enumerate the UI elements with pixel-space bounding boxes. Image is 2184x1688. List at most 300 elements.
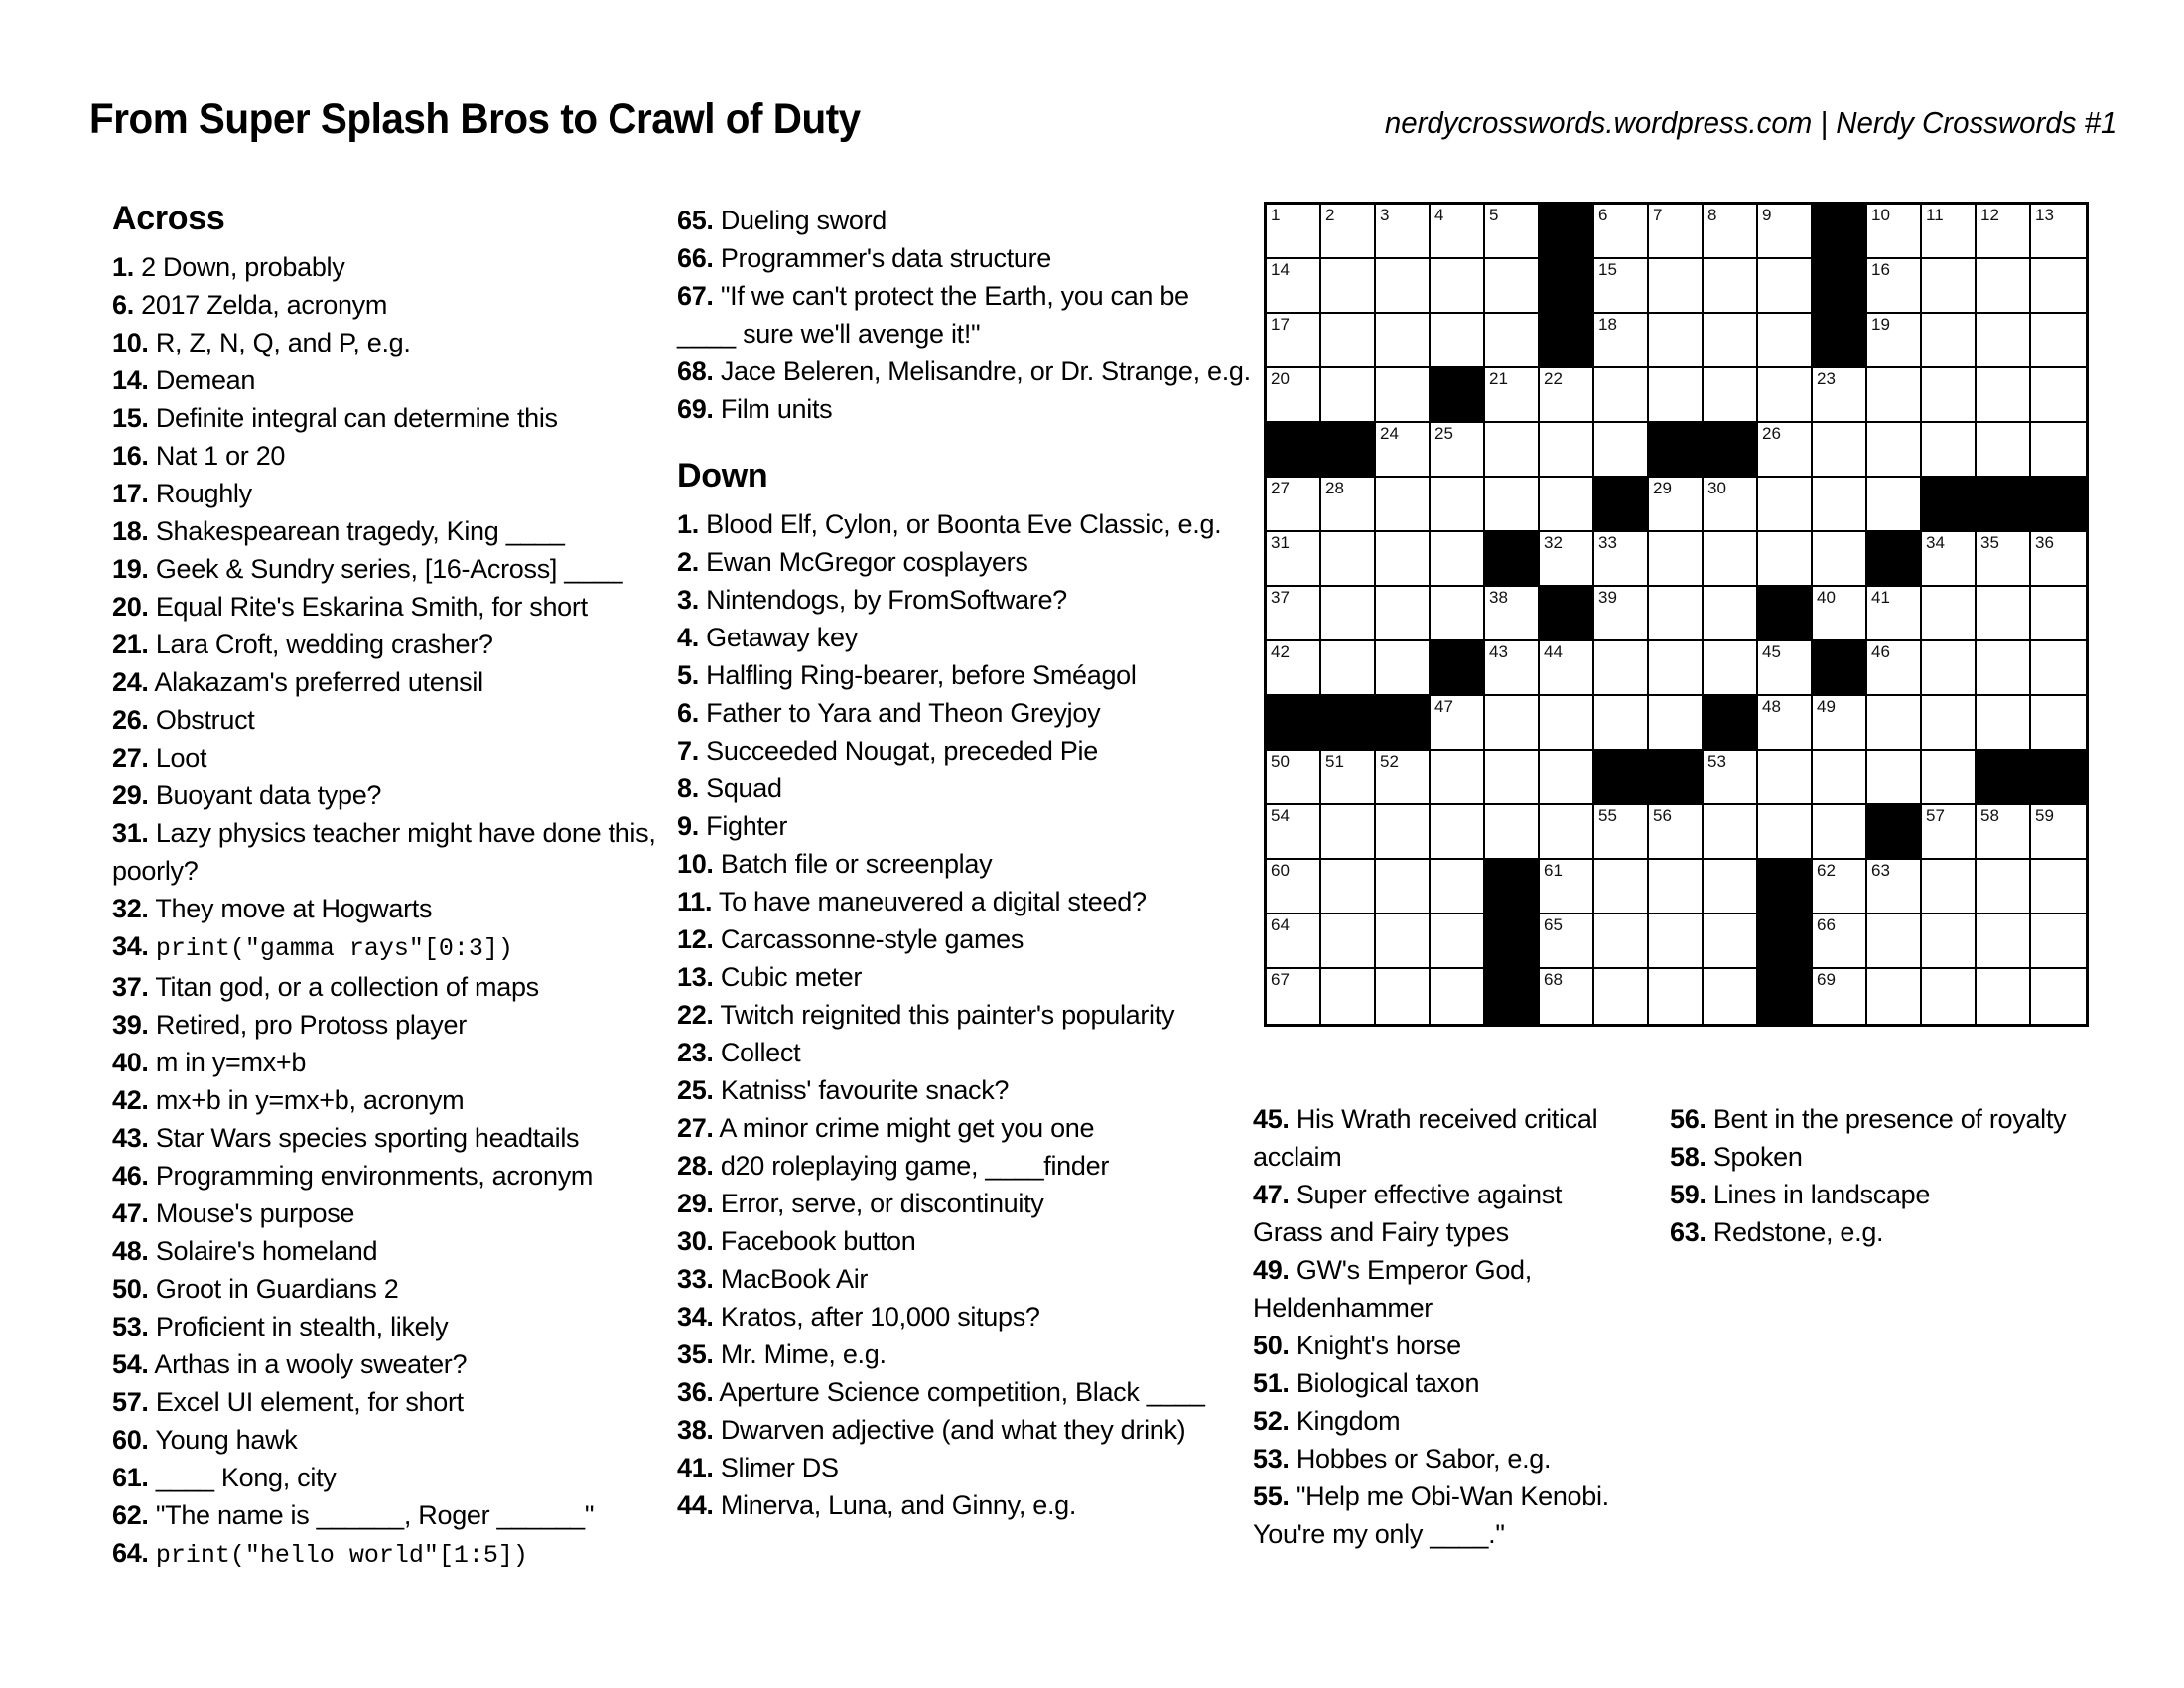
grid-cell[interactable]	[1977, 805, 2031, 860]
grid-cell[interactable]	[1922, 587, 1977, 641]
grid-cell[interactable]	[1431, 532, 1485, 587]
grid-cell-black	[1485, 532, 1540, 587]
grid-cell[interactable]	[1376, 587, 1431, 641]
grid-cell[interactable]	[1594, 860, 1649, 914]
grid-cell[interactable]	[1649, 805, 1704, 860]
grid-cell[interactable]	[1867, 205, 1922, 259]
clue-across-15: 15. Definite integral can determine this	[112, 403, 558, 433]
clue-across-46: 46. Programming environments, acronym	[112, 1161, 594, 1191]
grid-cell[interactable]	[1267, 860, 1321, 914]
cell-number: 41	[1871, 588, 1890, 607]
grid-cell[interactable]	[1267, 914, 1321, 969]
grid-cell[interactable]	[1977, 696, 2031, 751]
grid-cell[interactable]	[1321, 860, 1376, 914]
grid-cell[interactable]	[1594, 532, 1649, 587]
down-clue-list	[677, 505, 1253, 1524]
grid-cell[interactable]	[1704, 205, 1758, 259]
grid-cell[interactable]	[1485, 751, 1540, 805]
grid-cell[interactable]	[1813, 860, 1867, 914]
clue-down-11: 11. To have maneuvered a digital steed?	[677, 887, 1147, 916]
grid-cell[interactable]	[1977, 860, 2031, 914]
grid-cell[interactable]	[1867, 751, 1922, 805]
grid-cell[interactable]	[1594, 314, 1649, 368]
grid-cell[interactable]	[1649, 314, 1704, 368]
grid-cell[interactable]	[1267, 205, 1321, 259]
grid-cell[interactable]	[1649, 368, 1704, 423]
cell-number: 68	[1544, 970, 1563, 989]
grid-cell[interactable]	[1485, 205, 1540, 259]
clue-down-29: 29. Error, serve, or discontinuity	[677, 1189, 1044, 1218]
grid-cell[interactable]	[1977, 641, 2031, 696]
grid-cell[interactable]	[1649, 696, 1704, 751]
grid-cell[interactable]	[1321, 751, 1376, 805]
grid-cell[interactable]	[1431, 314, 1485, 368]
grid-cell[interactable]	[1758, 205, 1813, 259]
grid-cell[interactable]	[1321, 914, 1376, 969]
grid-cell[interactable]	[2031, 860, 2086, 914]
grid-cell[interactable]	[1431, 860, 1485, 914]
across-heading: Across	[112, 200, 225, 237]
grid-cell[interactable]	[1649, 914, 1704, 969]
grid-cell[interactable]	[1758, 805, 1813, 860]
grid-cell[interactable]	[1704, 860, 1758, 914]
grid-cell-black	[1922, 478, 1977, 532]
cell-number: 47	[1434, 697, 1453, 716]
grid-cell[interactable]	[1704, 368, 1758, 423]
grid-cell[interactable]	[2031, 423, 2086, 478]
grid-cell[interactable]	[2031, 914, 2086, 969]
cell-number: 60	[1271, 861, 1290, 880]
grid-cell[interactable]	[1431, 751, 1485, 805]
grid-cell[interactable]	[1704, 532, 1758, 587]
grid-cell[interactable]	[1977, 532, 2031, 587]
grid-cell[interactable]	[1376, 314, 1431, 368]
grid-cell[interactable]	[1321, 205, 1376, 259]
cell-number: 61	[1544, 861, 1563, 880]
clue-down-5: 5. Halfling Ring-bearer, before Sméagol	[677, 660, 1137, 690]
grid-cell[interactable]	[2031, 696, 2086, 751]
grid-cell-black	[1813, 259, 1867, 314]
grid-cell[interactable]	[1376, 641, 1431, 696]
grid-cell[interactable]	[1376, 205, 1431, 259]
grid-cell-black	[1813, 314, 1867, 368]
grid-cell[interactable]	[1594, 205, 1649, 259]
cell-number: 57	[1926, 806, 1945, 825]
cell-number: 31	[1271, 533, 1290, 552]
grid-cell[interactable]	[1977, 423, 2031, 478]
grid-cell[interactable]	[1267, 969, 1321, 1024]
grid-cell[interactable]	[1594, 805, 1649, 860]
grid-cell[interactable]	[1267, 259, 1321, 314]
grid-cell-black	[1758, 969, 1813, 1024]
grid-cell[interactable]	[1540, 860, 1594, 914]
grid-cell[interactable]	[1649, 969, 1704, 1024]
grid-cell[interactable]	[1267, 805, 1321, 860]
grid-cell[interactable]	[1594, 696, 1649, 751]
grid-cell[interactable]	[1704, 259, 1758, 314]
cell-number: 37	[1271, 588, 1290, 607]
grid-cell[interactable]	[1649, 478, 1704, 532]
grid-cell[interactable]	[1758, 259, 1813, 314]
grid-cell[interactable]	[1977, 969, 2031, 1024]
grid-cell-black	[1649, 751, 1704, 805]
grid-cell[interactable]	[1376, 914, 1431, 969]
clue-down-55: 55. "Help me Obi-Wan Kenobi. You're my only ____."	[1253, 1481, 1609, 1549]
grid-cell[interactable]	[2031, 641, 2086, 696]
grid-cell-black	[1540, 587, 1594, 641]
grid-cell[interactable]	[1813, 696, 1867, 751]
grid-cell-black	[1977, 478, 2031, 532]
cell-number: 48	[1762, 697, 1781, 716]
clue-across-27: 27. Loot	[112, 743, 207, 773]
grid-cell-black	[1540, 259, 1594, 314]
grid-cell[interactable]	[1813, 751, 1867, 805]
clue-across-20: 20. Equal Rite's Eskarina Smith, for short	[112, 592, 588, 622]
grid-cell[interactable]	[1267, 368, 1321, 423]
grid-cell[interactable]	[1922, 532, 1977, 587]
grid-cell[interactable]	[1376, 969, 1431, 1024]
grid-cell[interactable]	[1540, 478, 1594, 532]
grid-cell[interactable]	[1431, 969, 1485, 1024]
grid-cell[interactable]	[1321, 478, 1376, 532]
clue-across-42: 42. mx+b in y=mx+b, acronym	[112, 1085, 465, 1115]
grid-cell[interactable]	[1485, 805, 1540, 860]
crossword-grid[interactable]	[1264, 202, 2089, 1027]
grid-cell[interactable]	[1813, 478, 1867, 532]
clue-across-21: 21. Lara Croft, wedding crasher?	[112, 630, 493, 659]
grid-cell[interactable]	[1758, 478, 1813, 532]
grid-cell[interactable]	[1485, 368, 1540, 423]
grid-cell[interactable]	[1376, 805, 1431, 860]
grid-cell[interactable]	[1267, 532, 1321, 587]
grid-cell[interactable]	[1431, 478, 1485, 532]
grid-cell[interactable]	[1922, 860, 1977, 914]
grid-cell[interactable]	[1485, 641, 1540, 696]
grid-cell[interactable]	[1485, 478, 1540, 532]
grid-cell[interactable]	[1977, 914, 2031, 969]
grid-cell[interactable]	[1758, 368, 1813, 423]
clue-down-36: 36. Aperture Science competition, Black ____	[677, 1377, 1205, 1407]
cell-number: 8	[1707, 206, 1717, 224]
grid-cell[interactable]	[1321, 368, 1376, 423]
grid-cell[interactable]	[1922, 805, 1977, 860]
grid-cell[interactable]	[1267, 314, 1321, 368]
grid-cell[interactable]	[1321, 641, 1376, 696]
grid-cell[interactable]	[1922, 969, 1977, 1024]
cell-number: 39	[1598, 588, 1617, 607]
cell-number: 20	[1271, 369, 1290, 388]
grid-cell[interactable]	[1431, 423, 1485, 478]
grid-cell[interactable]	[1431, 914, 1485, 969]
grid-cell[interactable]	[1485, 314, 1540, 368]
clue-across-1: 1. 2 Down, probably	[112, 252, 345, 282]
grid-cell[interactable]	[1867, 641, 1922, 696]
cell-number: 10	[1871, 206, 1890, 224]
grid-cell[interactable]	[1704, 478, 1758, 532]
grid-cell[interactable]	[1977, 587, 2031, 641]
grid-cell[interactable]	[1813, 969, 1867, 1024]
clue-across-62: 62. "The name is ______, Roger ______"	[112, 1500, 595, 1530]
clue-across-61: 61. ____ Kong, city	[112, 1463, 337, 1492]
grid-cell[interactable]	[1977, 259, 2031, 314]
cell-number: 11	[1926, 206, 1944, 224]
grid-cell[interactable]	[1267, 751, 1321, 805]
grid-cell[interactable]	[1813, 805, 1867, 860]
cell-number: 45	[1762, 642, 1781, 661]
cell-number: 13	[2035, 206, 2054, 224]
clue-across-68: 68. Jace Beleren, Melisandre, or Dr. Strange, e.g.	[677, 356, 1251, 386]
grid-cell[interactable]	[1540, 368, 1594, 423]
grid-cell[interactable]	[1867, 368, 1922, 423]
grid-cell-black	[1758, 860, 1813, 914]
cell-number: 21	[1489, 369, 1508, 388]
cell-number: 3	[1380, 206, 1390, 224]
grid-cell[interactable]	[1649, 205, 1704, 259]
grid-cell[interactable]	[1376, 860, 1431, 914]
grid-cell[interactable]	[1704, 969, 1758, 1024]
clue-across-64: 64. print("hello world"[1:5])	[112, 1538, 528, 1570]
grid-cell[interactable]	[1594, 587, 1649, 641]
down-clue-list-continued-2	[1670, 1100, 2144, 1251]
grid-cell[interactable]	[1758, 314, 1813, 368]
grid-cell[interactable]	[1813, 532, 1867, 587]
cell-number: 54	[1271, 806, 1290, 825]
cell-number: 7	[1653, 206, 1663, 224]
cell-number: 64	[1271, 915, 1290, 934]
cell-number: 42	[1271, 642, 1290, 661]
grid-cell-black	[1594, 478, 1649, 532]
clue-down-45: 45. His Wrath received critical acclaim	[1253, 1104, 1598, 1172]
grid-cell-black	[1321, 423, 1376, 478]
grid-cell[interactable]	[1922, 259, 1977, 314]
grid-cell[interactable]	[1758, 751, 1813, 805]
grid-cell[interactable]	[1758, 696, 1813, 751]
clue-across-57: 57. Excel UI element, for short	[112, 1387, 464, 1417]
down-clue-list-continued	[1253, 1100, 1635, 1553]
grid-cell[interactable]	[1649, 259, 1704, 314]
grid-cell[interactable]	[1922, 914, 1977, 969]
grid-cell[interactable]	[1922, 314, 1977, 368]
grid-cell[interactable]	[2031, 532, 2086, 587]
grid-cell[interactable]	[2031, 969, 2086, 1024]
grid-cell[interactable]	[1376, 478, 1431, 532]
grid-cell-black	[1485, 860, 1540, 914]
grid-cell[interactable]	[1376, 368, 1431, 423]
grid-cell[interactable]	[1321, 969, 1376, 1024]
grid-cell[interactable]	[1867, 860, 1922, 914]
grid-cell[interactable]	[1704, 751, 1758, 805]
grid-cell[interactable]	[1813, 914, 1867, 969]
cell-number: 4	[1434, 206, 1444, 224]
clue-column-across	[112, 199, 668, 1575]
cell-number: 25	[1434, 424, 1453, 443]
grid-cell[interactable]	[1922, 205, 1977, 259]
grid-cell[interactable]	[1649, 860, 1704, 914]
grid-cell[interactable]	[1485, 423, 1540, 478]
cell-number: 16	[1871, 260, 1890, 279]
grid-cell[interactable]	[2031, 805, 2086, 860]
grid-cell[interactable]	[1813, 368, 1867, 423]
down-heading: Down	[677, 457, 768, 494]
grid-cell[interactable]	[1704, 641, 1758, 696]
grid-cell[interactable]	[1867, 587, 1922, 641]
grid-cell[interactable]	[1540, 696, 1594, 751]
clue-across-47: 47. Mouse's purpose	[112, 1198, 355, 1228]
grid-cell[interactable]	[2031, 587, 2086, 641]
grid-cell[interactable]	[1867, 478, 1922, 532]
grid-cell[interactable]	[1922, 641, 1977, 696]
grid-cell-black	[1431, 641, 1485, 696]
grid-cell[interactable]	[1758, 423, 1813, 478]
grid-cell[interactable]	[1431, 587, 1485, 641]
grid-cell[interactable]	[2031, 314, 2086, 368]
grid-cell[interactable]	[1594, 914, 1649, 969]
cell-number: 15	[1598, 260, 1617, 279]
grid-cell-black	[1485, 914, 1540, 969]
cell-number: 36	[2035, 533, 2054, 552]
grid-cell[interactable]	[1540, 969, 1594, 1024]
grid-cell[interactable]	[1376, 423, 1431, 478]
grid-cell[interactable]	[1321, 805, 1376, 860]
grid-cell[interactable]	[1594, 969, 1649, 1024]
grid-cell[interactable]	[1321, 314, 1376, 368]
cell-number: 28	[1325, 479, 1344, 497]
grid-cell[interactable]	[1649, 587, 1704, 641]
clue-across-18: 18. Shakespearean tragedy, King ____	[112, 516, 565, 546]
clue-down-41: 41. Slimer DS	[677, 1453, 839, 1482]
cell-number: 24	[1380, 424, 1399, 443]
grid-cell[interactable]	[1267, 641, 1321, 696]
cell-number: 5	[1489, 206, 1499, 224]
cell-number: 51	[1325, 752, 1344, 771]
clue-down-25: 25. Katniss' favourite snack?	[677, 1075, 1010, 1105]
cell-number: 6	[1598, 206, 1608, 224]
grid-cell[interactable]	[1704, 314, 1758, 368]
grid-cell[interactable]	[1813, 587, 1867, 641]
grid-cell-black	[1267, 696, 1321, 751]
grid-cell[interactable]	[1321, 587, 1376, 641]
clue-down-9: 9. Fighter	[677, 811, 788, 841]
cell-number: 67	[1271, 970, 1290, 989]
grid-cell[interactable]	[2031, 368, 2086, 423]
cell-number: 49	[1817, 697, 1836, 716]
grid-cell-black	[2031, 478, 2086, 532]
grid-cell[interactable]	[1485, 696, 1540, 751]
clue-down-8: 8. Squad	[677, 774, 782, 803]
grid-cell[interactable]	[1540, 641, 1594, 696]
grid-cell[interactable]	[1376, 532, 1431, 587]
clue-down-52: 52. Kingdom	[1253, 1406, 1401, 1436]
grid-cell[interactable]	[1867, 914, 1922, 969]
cell-number: 27	[1271, 479, 1290, 497]
clue-down-63: 63. Redstone, e.g.	[1670, 1217, 1884, 1247]
grid-cell-black	[1485, 969, 1540, 1024]
clue-down-59: 59. Lines in landscape	[1670, 1180, 1931, 1209]
grid-cell[interactable]	[1594, 423, 1649, 478]
grid-cell[interactable]	[1704, 587, 1758, 641]
grid-cell[interactable]	[1267, 587, 1321, 641]
grid-cell[interactable]	[1431, 696, 1485, 751]
cell-number: 19	[1871, 315, 1890, 334]
clue-down-12: 12. Carcassonne-style games	[677, 924, 1024, 954]
grid-cell[interactable]	[1704, 914, 1758, 969]
grid-cell[interactable]	[1813, 423, 1867, 478]
grid-cell[interactable]	[1594, 259, 1649, 314]
clue-across-34: 34. print("gamma rays"[0:3])	[112, 931, 513, 963]
cell-number: 50	[1271, 752, 1290, 771]
grid-cell[interactable]	[1977, 314, 2031, 368]
grid-cell[interactable]	[1922, 423, 1977, 478]
grid-cell-black	[1867, 532, 1922, 587]
grid-cell[interactable]	[1922, 751, 1977, 805]
grid-cell[interactable]	[1867, 696, 1922, 751]
grid-cell[interactable]	[1321, 532, 1376, 587]
grid-cell[interactable]	[1321, 259, 1376, 314]
cell-number: 69	[1817, 970, 1836, 989]
grid-cell[interactable]	[1758, 641, 1813, 696]
grid-cell[interactable]	[1431, 805, 1485, 860]
cell-number: 33	[1598, 533, 1617, 552]
grid-cell[interactable]	[1540, 423, 1594, 478]
grid-cell[interactable]	[1704, 805, 1758, 860]
clue-across-39: 39. Retired, pro Protoss player	[112, 1010, 467, 1040]
clue-down-2: 2. Ewan McGregor cosplayers	[677, 547, 1028, 577]
grid-cell-black	[1977, 751, 2031, 805]
clue-across-66: 66. Programmer's data structure	[677, 243, 1052, 273]
grid-cell[interactable]	[1922, 696, 1977, 751]
grid-cell-black	[1813, 641, 1867, 696]
grid-cell[interactable]	[1649, 532, 1704, 587]
grid-cell[interactable]	[1594, 641, 1649, 696]
grid-cell[interactable]	[1431, 205, 1485, 259]
grid-cell[interactable]	[1867, 259, 1922, 314]
grid-cell[interactable]	[1867, 314, 1922, 368]
cell-number: 46	[1871, 642, 1890, 661]
clue-down-56: 56. Bent in the presence of royalty	[1670, 1104, 2067, 1134]
grid-cell[interactable]	[1594, 368, 1649, 423]
grid-cell[interactable]	[1977, 368, 2031, 423]
grid-cell[interactable]	[2031, 205, 2086, 259]
cell-number: 38	[1489, 588, 1508, 607]
grid-cell[interactable]	[1376, 751, 1431, 805]
clue-down-33: 33. MacBook Air	[677, 1264, 869, 1294]
grid-cell[interactable]	[1540, 532, 1594, 587]
clue-down-38: 38. Dwarven adjective (and what they drink)	[677, 1415, 1186, 1445]
clue-across-26: 26. Obstruct	[112, 705, 255, 735]
grid-cell[interactable]	[1376, 259, 1431, 314]
grid-cell[interactable]	[1977, 205, 2031, 259]
grid-cell[interactable]	[1922, 368, 1977, 423]
grid-cell[interactable]	[1867, 969, 1922, 1024]
cell-number: 35	[1980, 533, 1999, 552]
grid-cell[interactable]	[1540, 914, 1594, 969]
grid-cell[interactable]	[1540, 751, 1594, 805]
grid-cell[interactable]	[1758, 532, 1813, 587]
grid-cell[interactable]	[1485, 259, 1540, 314]
grid-cell[interactable]	[1485, 587, 1540, 641]
grid-cell[interactable]	[1649, 641, 1704, 696]
clue-across-67: 67. "If we can't protect the Earth, you can be ____ sure we'll avenge it!"	[677, 281, 1189, 349]
grid-cell[interactable]	[1431, 259, 1485, 314]
cell-number: 66	[1817, 915, 1836, 934]
grid-cell[interactable]	[1867, 423, 1922, 478]
grid-cell[interactable]	[1540, 805, 1594, 860]
grid-cell[interactable]	[2031, 259, 2086, 314]
grid-cell[interactable]	[1267, 478, 1321, 532]
across-clue-list	[112, 248, 668, 1575]
grid-cell-black	[1540, 205, 1594, 259]
grid-cell-black	[1758, 914, 1813, 969]
